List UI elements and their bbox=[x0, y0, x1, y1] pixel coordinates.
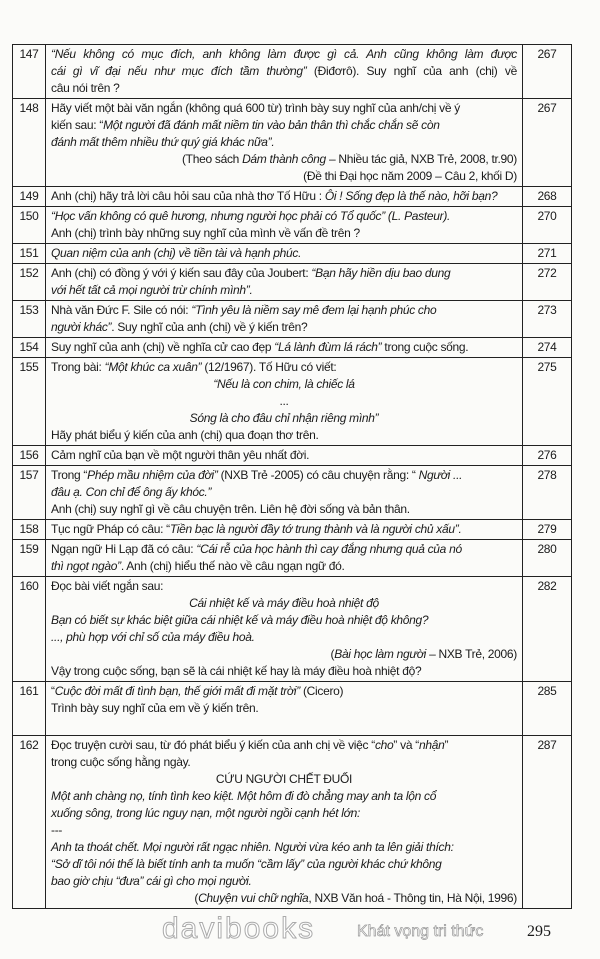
exercise-content bbox=[46, 244, 523, 264]
exercise-content bbox=[46, 301, 523, 338]
exercise-content bbox=[46, 264, 523, 301]
content-line bbox=[51, 856, 517, 873]
content-line bbox=[51, 754, 517, 771]
text: . Anh (chị) hiểu thế nào về câu ngạn ngữ đó. bbox=[120, 559, 345, 573]
text: Suy nghĩ của anh (chị) về nghĩa cử cao đẹp bbox=[51, 340, 275, 354]
page-content bbox=[12, 44, 572, 953]
text: – NXB Trẻ, 2006) bbox=[426, 647, 517, 661]
italic-text: nhận bbox=[418, 738, 445, 752]
text: ( bbox=[194, 891, 199, 905]
italic-text: Bạn có biết sự khác biệt giữa cái nhiệt kế và máy điều hoà nhiệt độ không? bbox=[51, 613, 429, 627]
table-row bbox=[13, 446, 572, 466]
italic-text: người khác” bbox=[51, 320, 112, 334]
table-row bbox=[13, 520, 572, 540]
italic-text: Sóng là cho đâu chỉ nhận riêng mình” bbox=[189, 411, 379, 425]
text: , NXB Văn hoá - Thông tin, Hà Nội, 1996) bbox=[308, 891, 517, 905]
text: Anh (chị) suy nghĩ gì về câu chuyện trên. Liên hệ đời sống và bản thân. bbox=[51, 502, 410, 516]
watermark-slogan: Khát vọng tri thức bbox=[357, 923, 484, 940]
content-line bbox=[51, 63, 517, 80]
italic-text: “Lá lành đùm lá rách” bbox=[274, 340, 382, 354]
text: Vậy trong cuộc sống, bạn sẽ là cái nhiệt kế hay là máy điều hoà nhiệt độ? bbox=[51, 664, 422, 678]
italic-text: Quan niệm của anh (chị) về tiền tài và hạnh phúc. bbox=[51, 246, 302, 260]
page-ref: 270 bbox=[523, 207, 572, 244]
page-ref: 275 bbox=[523, 358, 572, 446]
text: Ngạn ngữ Hi Lạp đã có câu: bbox=[51, 542, 197, 556]
content-line bbox=[51, 117, 517, 134]
italic-text: ..., phù hợp với chỉ số của máy điều hoà. bbox=[51, 630, 255, 644]
table-row bbox=[13, 338, 572, 358]
content-line bbox=[51, 319, 517, 336]
text: (Cicero) bbox=[299, 684, 344, 698]
content-line bbox=[51, 376, 517, 393]
content-line bbox=[51, 302, 517, 319]
page-ref: 279 bbox=[523, 520, 572, 540]
italic-text: “Sở dĩ tôi nói thế là biết tính anh ta muốn “cầm lấy” của người khác chứ không bbox=[51, 857, 442, 871]
italic-text: Dám thành công bbox=[242, 152, 326, 166]
exercise-content bbox=[46, 187, 523, 207]
content-line bbox=[51, 134, 517, 151]
content-line bbox=[51, 339, 517, 356]
italic-text: Cái nhiệt kế và máy điều hoà nhiệt độ bbox=[189, 596, 379, 610]
text: Tục ngữ Pháp có câu: “ bbox=[51, 522, 170, 536]
content-line bbox=[51, 188, 517, 205]
content-line bbox=[51, 822, 517, 839]
exercise-content bbox=[46, 446, 523, 466]
content-line bbox=[51, 771, 517, 788]
content-line bbox=[51, 541, 517, 558]
content-line bbox=[51, 683, 517, 700]
italic-text: Bài học làm người bbox=[334, 647, 427, 661]
exercise-content bbox=[46, 45, 523, 99]
italic-text: xuống sông, trong lúc nguy nạn, một người ngồi cạnh hét lớn: bbox=[51, 806, 360, 820]
italic-text: với hết tất cả mọi người trừ chính mình”. bbox=[51, 283, 253, 297]
italic-text: cho bbox=[374, 738, 394, 752]
content-line bbox=[51, 717, 517, 734]
page-ref: 274 bbox=[523, 338, 572, 358]
text: (NXB Trẻ -2005) có câu chuyện rằng: “ bbox=[217, 468, 419, 482]
content-line bbox=[51, 646, 517, 663]
exercise-number: 159 bbox=[13, 540, 46, 577]
exercise-number: 160 bbox=[13, 577, 46, 682]
content-line bbox=[51, 410, 517, 427]
text: Anh (chị) có đồng ý với ý kiến sau đây của Joubert: bbox=[51, 266, 312, 280]
content-line bbox=[51, 225, 517, 242]
content-line bbox=[51, 629, 517, 646]
content-line bbox=[51, 168, 517, 185]
text: (12/1967). Tố Hữu có viết: bbox=[201, 360, 337, 374]
content-line bbox=[51, 46, 517, 63]
page-ref: 287 bbox=[523, 736, 572, 909]
content-line bbox=[51, 521, 517, 538]
text: Hãy viết một bài văn ngắn (không quá 600 từ) trình bày suy nghĩ của anh/chị về ý bbox=[51, 101, 460, 115]
text: ( bbox=[330, 647, 335, 661]
table-row bbox=[13, 682, 572, 736]
text: CỨU NGƯỜI CHẾT ĐUỐI bbox=[215, 772, 353, 786]
content-line bbox=[51, 612, 517, 629]
content-line bbox=[51, 788, 517, 805]
text: ... bbox=[279, 394, 289, 408]
exercise-content bbox=[46, 540, 523, 577]
table-row bbox=[13, 207, 572, 244]
text: kiến sau: “ bbox=[51, 118, 104, 132]
content-line bbox=[51, 265, 517, 282]
text: ” bbox=[444, 738, 449, 752]
exercise-number: 155 bbox=[13, 358, 46, 446]
page-ref: 276 bbox=[523, 446, 572, 466]
page-ref: 268 bbox=[523, 187, 572, 207]
text: ” và “ bbox=[393, 738, 419, 752]
text: – Nhiều tác giả, NXB Trẻ, 2008, tr.90) bbox=[325, 152, 517, 166]
italic-text: Phép mầu nhiệm của đời” bbox=[87, 468, 218, 482]
text: câu nói trên ? bbox=[51, 81, 120, 95]
table-row bbox=[13, 301, 572, 338]
page-ref: 285 bbox=[523, 682, 572, 736]
exercise-content bbox=[46, 207, 523, 244]
exercise-number: 156 bbox=[13, 446, 46, 466]
italic-text: “Nếu không có mục đích, anh không làm được gì cả. Anh cũng không làm được bbox=[51, 47, 517, 61]
exercise-content bbox=[46, 520, 523, 540]
content-line bbox=[51, 393, 517, 410]
content-line bbox=[51, 80, 517, 97]
content-line bbox=[51, 558, 517, 575]
text: --- bbox=[51, 823, 63, 837]
italic-text: “Nếu là con chim, là chiếc lá bbox=[213, 377, 355, 391]
table-row bbox=[13, 540, 572, 577]
italic-text: Một anh chàng nọ, tính tình keo kiệt. Một hôm đi đò chẳng may anh ta lộn cổ bbox=[51, 789, 437, 803]
text: (Điđơrô). Suy nghĩ của anh (chị) về bbox=[306, 64, 517, 78]
page-number: 295 bbox=[527, 923, 551, 940]
page-ref: 267 bbox=[523, 99, 572, 187]
text: trong cuộc sống hằng ngày. bbox=[51, 755, 191, 769]
content-line bbox=[51, 839, 517, 856]
text: Đọc bài viết ngắn sau: bbox=[51, 579, 164, 593]
italic-text: Chuyện vui chữ nghĩa bbox=[198, 891, 309, 905]
text: Trình bày suy nghĩ của em về ý kiến trên. bbox=[51, 701, 259, 715]
italic-text: Cuộc đời mất đi tình bạn, thế giới mất đi mặt trời” bbox=[54, 684, 300, 698]
content-line bbox=[51, 208, 517, 225]
italic-text: Người ... bbox=[418, 468, 463, 482]
content-line bbox=[51, 700, 517, 717]
text: Đọc truyện cười sau, từ đó phát biểu ý kiến của anh chị về việc “ bbox=[51, 738, 375, 752]
exercise-content bbox=[46, 466, 523, 520]
content-line bbox=[51, 100, 517, 117]
exercise-number: 154 bbox=[13, 338, 46, 358]
italic-text: “Tình yêu là niềm say mê đem lại hạnh phúc cho bbox=[191, 303, 437, 317]
content-line bbox=[51, 578, 517, 595]
text: (Theo sách bbox=[181, 152, 243, 166]
text: Trong “ bbox=[51, 468, 88, 482]
table-row bbox=[13, 358, 572, 446]
table-row bbox=[13, 466, 572, 520]
table-row bbox=[13, 45, 572, 99]
italic-text: “Cái rễ của học hành thì cay đắng nhưng quả của nó bbox=[196, 542, 462, 556]
content-line bbox=[51, 484, 517, 501]
exercise-number: 149 bbox=[13, 187, 46, 207]
table-row bbox=[13, 736, 572, 909]
exercise-content bbox=[46, 736, 523, 909]
exercise-number: 152 bbox=[13, 264, 46, 301]
exercise-content bbox=[46, 682, 523, 736]
italic-text: thì ngọt ngào” bbox=[51, 559, 121, 573]
italic-text: cái gì vĩ đại nếu như mục đích tầm thường” bbox=[51, 64, 307, 78]
page-ref: 273 bbox=[523, 301, 572, 338]
text: Cảm nghĩ của bạn về một người thân yêu nhất đời. bbox=[51, 448, 310, 462]
italic-text: đánh mất thêm nhiều thứ quý giá khác nữa”. bbox=[51, 135, 275, 149]
italic-text: Tiền bạc là người đầy tớ trung thành và là người chủ xấu”. bbox=[169, 522, 462, 536]
table-row bbox=[13, 244, 572, 264]
text: Anh (chị) trình bày những suy nghĩ của mình về vấn đề trên ? bbox=[51, 226, 360, 240]
exercise-content bbox=[46, 338, 523, 358]
table-row bbox=[13, 577, 572, 682]
table-row bbox=[13, 264, 572, 301]
page-ref: 278 bbox=[523, 466, 572, 520]
page-ref: 267 bbox=[523, 45, 572, 99]
text: Hãy phát biểu ý kiến của anh (chị) qua đoạn thơ trên. bbox=[51, 428, 319, 442]
text: “ bbox=[51, 684, 55, 698]
page-ref: 280 bbox=[523, 540, 572, 577]
content-line bbox=[51, 890, 517, 907]
exercise-number: 161 bbox=[13, 682, 46, 736]
italic-text: bao giờ chịu “đưa” cái gì cho mọi người. bbox=[51, 874, 252, 888]
content-line bbox=[51, 447, 517, 464]
italic-text: đâu ạ. Con chỉ để ông ấy khóc.” bbox=[51, 485, 212, 499]
text: . Suy nghĩ của anh (chị) về ý kiến trên? bbox=[111, 320, 308, 334]
content-line bbox=[51, 282, 517, 299]
exercise-content bbox=[46, 358, 523, 446]
exercise-number: 157 bbox=[13, 466, 46, 520]
page-footer bbox=[12, 913, 572, 953]
text: trong cuộc sống. bbox=[381, 340, 469, 354]
italic-text: “Học vấn không có quê hương, nhưng người học phải có Tổ quốc” (L. Pasteur). bbox=[51, 209, 451, 223]
text: Nhà văn Đức F. Sile có nói: bbox=[51, 303, 192, 317]
content-line bbox=[51, 467, 517, 484]
exercise-number: 148 bbox=[13, 99, 46, 187]
content-line bbox=[51, 737, 517, 754]
italic-text: “Bạn hãy hiền dịu bao dung bbox=[311, 266, 451, 280]
exercise-content bbox=[46, 577, 523, 682]
content-line bbox=[51, 151, 517, 168]
page-ref: 271 bbox=[523, 244, 572, 264]
content-line bbox=[51, 873, 517, 890]
italic-text: “Một khúc ca xuân” bbox=[104, 360, 202, 374]
content-line bbox=[51, 245, 517, 262]
exercise-number: 162 bbox=[13, 736, 46, 909]
page-ref: 282 bbox=[523, 577, 572, 682]
exercise-number: 151 bbox=[13, 244, 46, 264]
content-line bbox=[51, 805, 517, 822]
exercise-number: 150 bbox=[13, 207, 46, 244]
content-line bbox=[51, 595, 517, 612]
content-line bbox=[51, 501, 517, 518]
content-line bbox=[51, 663, 517, 680]
exercise-index-table bbox=[12, 44, 572, 909]
table-row bbox=[13, 99, 572, 187]
text: (Đề thi Đại học năm 2009 – Câu 2, khối D) bbox=[303, 169, 517, 183]
italic-text: Ôi ! Sống đẹp là thế nào, hỡi bạn? bbox=[324, 189, 498, 203]
exercise-content bbox=[46, 99, 523, 187]
text: Anh (chị) hãy trả lời câu hỏi sau của nhà thơ Tố Hữu : bbox=[51, 189, 325, 203]
text: Trong bài: bbox=[51, 360, 105, 374]
page-ref: 272 bbox=[523, 264, 572, 301]
exercise-number: 158 bbox=[13, 520, 46, 540]
italic-text: Anh ta thoát chết. Mọi người rất ngạc nhiên. Người vừa kéo anh ta lên giải thích: bbox=[51, 840, 454, 854]
italic-text: Một người đã đánh mất niềm tin vào bản thân thì chắc chắn sẽ còn bbox=[103, 118, 440, 132]
content-line bbox=[51, 359, 517, 376]
content-line bbox=[51, 427, 517, 444]
table-row bbox=[13, 187, 572, 207]
exercise-number: 147 bbox=[13, 45, 46, 99]
watermark-logo: davibooks bbox=[162, 912, 316, 945]
exercise-number: 153 bbox=[13, 301, 46, 338]
